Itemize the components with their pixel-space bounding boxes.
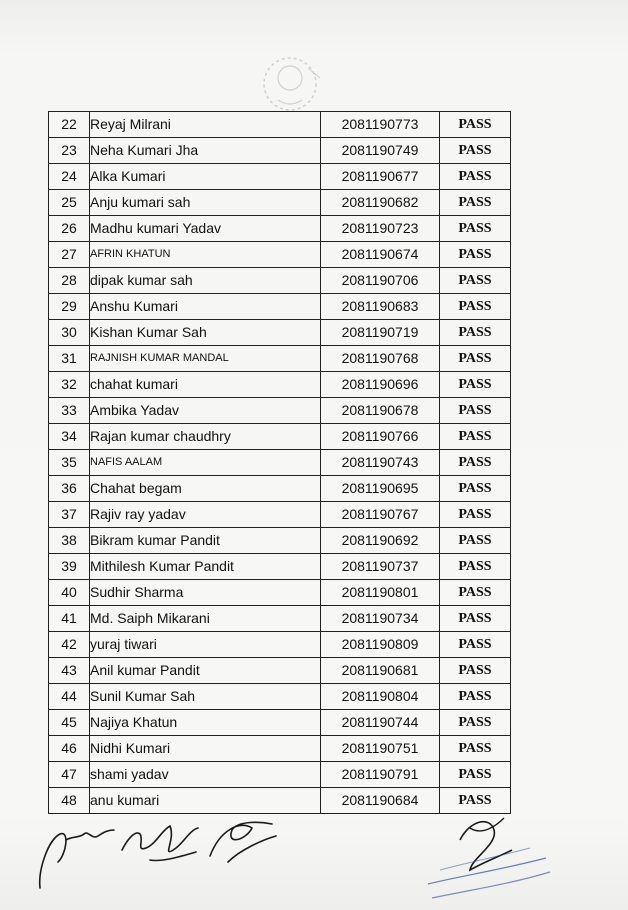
serial-number-cell: 23	[49, 138, 90, 164]
results-table	[48, 111, 511, 814]
student-name-cell: RAJNISH KUMAR MANDAL	[90, 346, 321, 372]
roll-number-cell: 2081190768	[321, 346, 440, 372]
result-cell: PASS	[440, 424, 511, 450]
official-stamp-icon	[428, 818, 550, 898]
serial-number-cell: 38	[49, 528, 90, 554]
result-cell: PASS	[440, 502, 511, 528]
result-cell: PASS	[440, 294, 511, 320]
table-row	[49, 632, 511, 658]
roll-number-cell: 2081190681	[321, 658, 440, 684]
table-row	[49, 138, 511, 164]
serial-number-cell: 34	[49, 424, 90, 450]
student-name-cell: Sunil Kumar Sah	[90, 684, 321, 710]
result-cell: PASS	[440, 710, 511, 736]
table-row	[49, 112, 511, 138]
serial-number-cell: 36	[49, 476, 90, 502]
table-row	[49, 528, 511, 554]
serial-number-cell: 25	[49, 190, 90, 216]
table-row	[49, 268, 511, 294]
serial-number-cell: 29	[49, 294, 90, 320]
result-cell: PASS	[440, 632, 511, 658]
roll-number-cell: 2081190804	[321, 684, 440, 710]
student-name-cell: Neha Kumari Jha	[90, 138, 321, 164]
roll-number-cell: 2081190696	[321, 372, 440, 398]
roll-number-cell: 2081190682	[321, 190, 440, 216]
result-cell: PASS	[440, 138, 511, 164]
result-cell: PASS	[440, 190, 511, 216]
roll-number-cell: 2081190801	[321, 580, 440, 606]
serial-number-cell: 33	[49, 398, 90, 424]
serial-number-cell: 39	[49, 554, 90, 580]
result-cell: PASS	[440, 320, 511, 346]
result-cell: PASS	[440, 372, 511, 398]
roll-number-cell: 2081190678	[321, 398, 440, 424]
serial-number-cell: 35	[49, 450, 90, 476]
roll-number-cell: 2081190743	[321, 450, 440, 476]
serial-number-cell: 22	[49, 112, 90, 138]
serial-number-cell: 47	[49, 762, 90, 788]
table-row	[49, 190, 511, 216]
student-name-cell: chahat kumari	[90, 372, 321, 398]
roll-number-cell: 2081190744	[321, 710, 440, 736]
student-name-cell: Nidhi Kumari	[90, 736, 321, 762]
result-cell: PASS	[440, 736, 511, 762]
student-name-cell: Mithilesh Kumar Pandit	[90, 554, 321, 580]
result-cell: PASS	[440, 762, 511, 788]
roll-number-cell: 2081190809	[321, 632, 440, 658]
table-row	[49, 346, 511, 372]
result-cell: PASS	[440, 606, 511, 632]
student-name-cell: anu kumari	[90, 788, 321, 814]
roll-number-cell: 2081190677	[321, 164, 440, 190]
serial-number-cell: 37	[49, 502, 90, 528]
roll-number-cell: 2081190791	[321, 762, 440, 788]
serial-number-cell: 48	[49, 788, 90, 814]
table-row	[49, 606, 511, 632]
result-cell: PASS	[440, 528, 511, 554]
roll-number-cell: 2081190684	[321, 788, 440, 814]
table-row	[49, 502, 511, 528]
student-name-cell: Anil kumar Pandit	[90, 658, 321, 684]
student-name-cell: AFRIN KHATUN	[90, 242, 321, 268]
table-row	[49, 294, 511, 320]
result-cell: PASS	[440, 684, 511, 710]
result-cell: PASS	[440, 788, 511, 814]
serial-number-cell: 27	[49, 242, 90, 268]
student-name-cell: Ambika Yadav	[90, 398, 321, 424]
handwritten-signature-icon	[40, 822, 276, 888]
student-name-cell: Alka Kumari	[90, 164, 321, 190]
student-name-cell: Bikram kumar Pandit	[90, 528, 321, 554]
roll-number-cell: 2081190683	[321, 294, 440, 320]
signatures-area	[0, 800, 628, 910]
student-name-cell: Rajan kumar chaudhry	[90, 424, 321, 450]
results-table-body	[49, 112, 511, 814]
student-name-cell: shami yadav	[90, 762, 321, 788]
student-name-cell: Reyaj Milrani	[90, 112, 321, 138]
student-name-cell: Najiya Khatun	[90, 710, 321, 736]
serial-number-cell: 45	[49, 710, 90, 736]
serial-number-cell: 43	[49, 658, 90, 684]
table-row	[49, 710, 511, 736]
student-name-cell: Kishan Kumar Sah	[90, 320, 321, 346]
serial-number-cell: 41	[49, 606, 90, 632]
student-name-cell: Rajiv ray yadav	[90, 502, 321, 528]
table-row	[49, 684, 511, 710]
student-name-cell: Sudhir Sharma	[90, 580, 321, 606]
student-name-cell: Madhu kumari Yadav	[90, 216, 321, 242]
student-name-cell: Chahat begam	[90, 476, 321, 502]
table-row	[49, 398, 511, 424]
roll-number-cell: 2081190767	[321, 502, 440, 528]
table-row	[49, 320, 511, 346]
serial-number-cell: 42	[49, 632, 90, 658]
roll-number-cell: 2081190766	[321, 424, 440, 450]
table-row	[49, 580, 511, 606]
roll-number-cell: 2081190706	[321, 268, 440, 294]
roll-number-cell: 2081190734	[321, 606, 440, 632]
student-name-cell: dipak kumar sah	[90, 268, 321, 294]
table-row	[49, 736, 511, 762]
serial-number-cell: 26	[49, 216, 90, 242]
roll-number-cell: 2081190723	[321, 216, 440, 242]
roll-number-cell: 2081190749	[321, 138, 440, 164]
roll-number-cell: 2081190773	[321, 112, 440, 138]
roll-number-cell: 2081190737	[321, 554, 440, 580]
result-cell: PASS	[440, 580, 511, 606]
roll-number-cell: 2081190692	[321, 528, 440, 554]
table-row	[49, 164, 511, 190]
table-row	[49, 450, 511, 476]
roll-number-cell: 2081190695	[321, 476, 440, 502]
result-cell: PASS	[440, 216, 511, 242]
result-cell: PASS	[440, 398, 511, 424]
result-cell: PASS	[440, 658, 511, 684]
result-cell: PASS	[440, 554, 511, 580]
result-cell: PASS	[440, 242, 511, 268]
table-row	[49, 372, 511, 398]
table-row	[49, 554, 511, 580]
table-row	[49, 242, 511, 268]
result-cell: PASS	[440, 268, 511, 294]
result-cell: PASS	[440, 346, 511, 372]
student-name-cell: Md. Saiph Mikarani	[90, 606, 321, 632]
student-name-cell: NAFIS AALAM	[90, 450, 321, 476]
table-row	[49, 476, 511, 502]
roll-number-cell: 2081190674	[321, 242, 440, 268]
result-cell: PASS	[440, 450, 511, 476]
serial-number-cell: 40	[49, 580, 90, 606]
serial-number-cell: 28	[49, 268, 90, 294]
roll-number-cell: 2081190719	[321, 320, 440, 346]
serial-number-cell: 46	[49, 736, 90, 762]
table-row	[49, 762, 511, 788]
result-cell: PASS	[440, 112, 511, 138]
student-name-cell: Anshu Kumari	[90, 294, 321, 320]
serial-number-cell: 32	[49, 372, 90, 398]
table-row	[49, 658, 511, 684]
student-name-cell: Anju kumari sah	[90, 190, 321, 216]
table-row	[49, 216, 511, 242]
serial-number-cell: 44	[49, 684, 90, 710]
serial-number-cell: 30	[49, 320, 90, 346]
serial-number-cell: 31	[49, 346, 90, 372]
student-name-cell: yuraj tiwari	[90, 632, 321, 658]
result-cell: PASS	[440, 476, 511, 502]
result-cell: PASS	[440, 164, 511, 190]
table-row	[49, 424, 511, 450]
roll-number-cell: 2081190751	[321, 736, 440, 762]
serial-number-cell: 24	[49, 164, 90, 190]
